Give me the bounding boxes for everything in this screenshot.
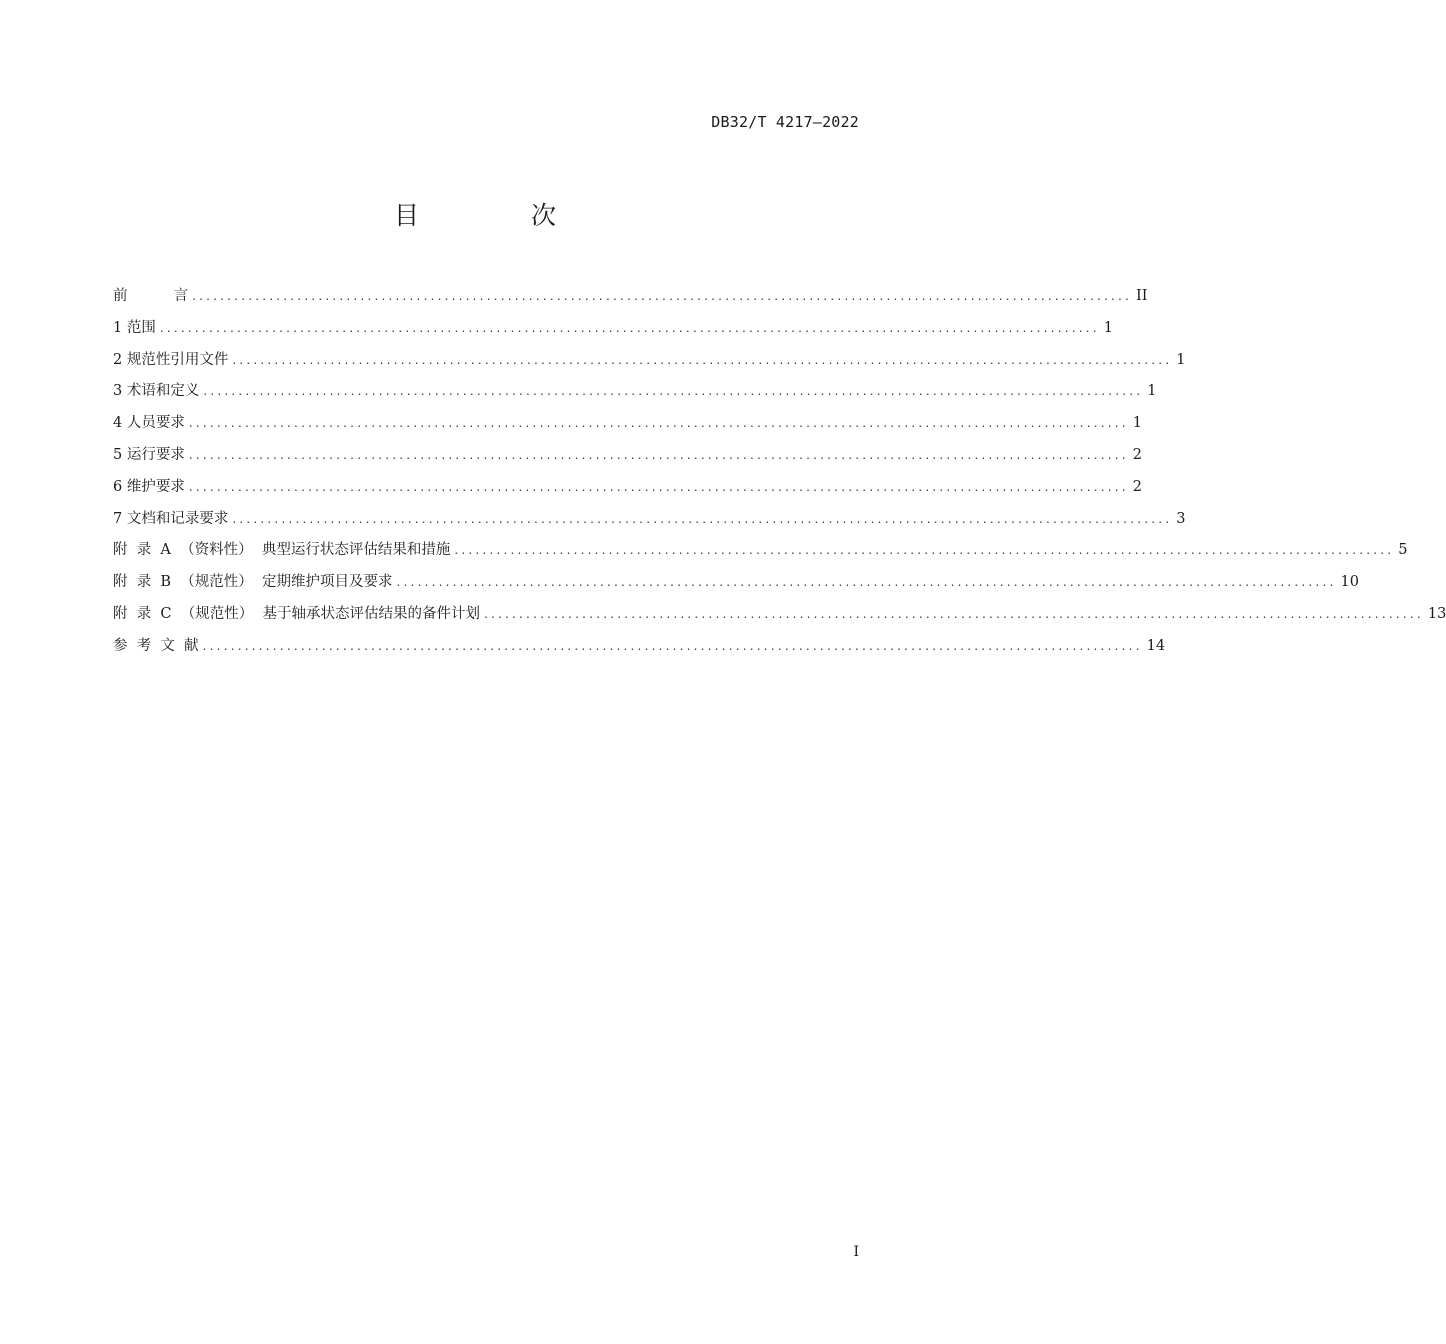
toc-entry-label: 参 考 文 献 [113,637,199,654]
toc-entry-page: 1 [1176,351,1186,368]
toc-dot-leader: ...................................................................................................................................... [203,384,1144,399]
toc-entry-label: 6 维护要求 [113,478,185,495]
toc-entry[interactable] [113,570,1359,602]
toc-entry-label: 3 术语和定义 [113,383,200,400]
toc-entry-label: 2 规范性引用文件 [113,351,229,368]
toc-entry-page: 2 [1132,446,1143,463]
toc-entry[interactable] [113,475,1143,507]
toc-entry-page: 13 [1427,605,1446,622]
toc-entry-page: 1 [1147,383,1157,400]
toc-entry-page: 3 [1176,510,1186,527]
toc-entry[interactable] [113,348,1186,380]
toc-entry[interactable] [113,538,1408,570]
toc-entry[interactable] [113,602,1446,634]
page-number: I [853,1244,859,1260]
toc-entry-page: 5 [1398,542,1408,559]
toc-entry[interactable] [113,443,1143,475]
toc-entry-page: 14 [1146,637,1166,654]
toc-dot-leader: ...................................................................................................................................... [396,575,1337,590]
toc-entry[interactable] [113,411,1143,443]
toc-entry-label: 5 运行要求 [113,446,185,463]
toc-dot-leader: ...................................................................................................................................... [188,447,1129,462]
toc-entry-label: 4 人员要求 [113,415,185,432]
toc-entry[interactable] [113,634,1166,666]
toc-dot-leader: ...................................................................................................................................... [232,511,1173,526]
toc-dot-leader: ...................................................................................................................................... [188,416,1129,431]
toc-entry[interactable] [113,284,1148,316]
toc-dot-leader: ...................................................................................................................................... [159,320,1100,335]
toc-entry-label: 1 范围 [113,319,156,336]
toc-entry-label: 附 录 B （规范性） 定期维护项目及要求 [113,574,393,591]
document-code: DB32/T 4217—2022 [711,113,859,131]
toc-dot-leader: ...................................................................................................................................... [454,543,1395,558]
toc-entry-page: II [1136,288,1148,304]
toc-entry[interactable] [113,507,1186,539]
toc-entry[interactable] [113,379,1157,411]
toc-dot-leader: ...................................................................................................................................... [483,606,1424,621]
toc-entry-label: 前 言 [113,288,189,304]
toc-entry-page: 2 [1132,478,1143,495]
toc-entry-label: 附 录 A （资料性） 典型运行状态评估结果和措施 [113,542,451,559]
table-of-contents [113,284,1446,666]
toc-dot-leader: ...................................................................................................................................... [188,479,1129,494]
toc-entry-page: 1 [1103,319,1114,336]
toc-entry[interactable] [113,316,1114,348]
toc-entry-page: 1 [1132,415,1143,432]
toc-dot-leader: ...................................................................................................................................... [192,289,1133,303]
toc-dot-leader: ...................................................................................................................................... [232,352,1173,367]
page-title: 目 次 [394,201,608,230]
toc-entry-page: 10 [1340,574,1359,591]
toc-entry-label: 附 录 C （规范性） 基于轴承状态评估结果的备件计划 [113,605,480,622]
toc-dot-leader: ...................................................................................................................................... [202,638,1143,653]
toc-entry-label: 7 文档和记录要求 [113,510,229,527]
